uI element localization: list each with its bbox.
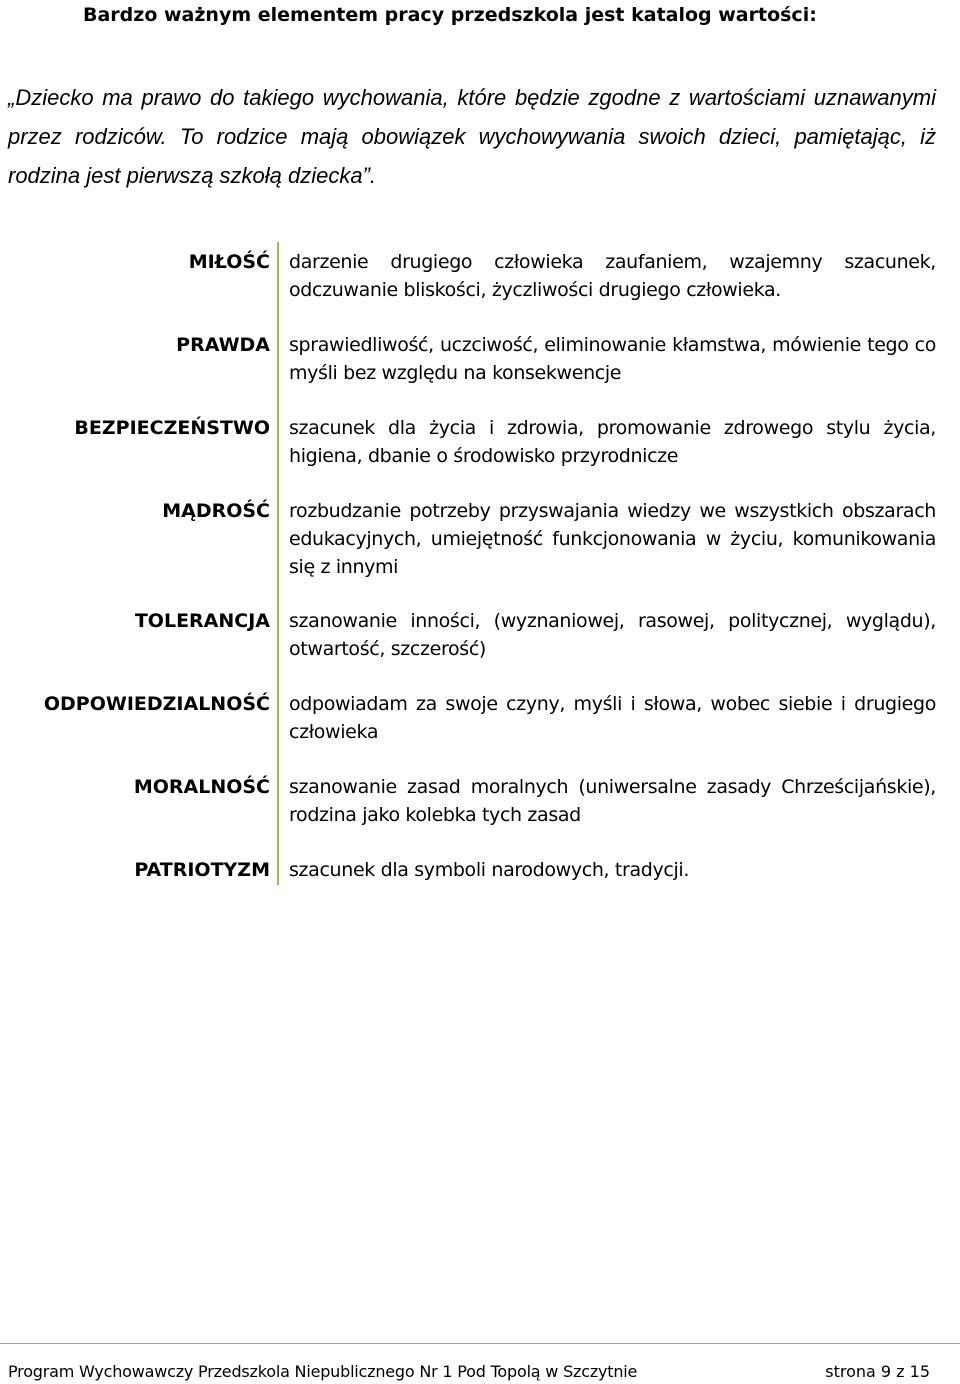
footer-rule	[0, 1343, 960, 1344]
value-row-patriotyzm	[0, 856, 960, 896]
value-description: sprawiedliwość, uczciwość, eliminowanie kłamstwa, mówienie tego co myśli bez względu na konsekwencje	[289, 334, 936, 384]
value-description: odpowiadam za swoje czyny, myśli i słowa, wobec siebie i drugiego człowieka	[289, 693, 936, 743]
value-description: szanowanie zasad moralnych (uniwersalne zasady Chrześcijańskie), rodzina jako kolebka tych zasad	[289, 776, 936, 826]
values-catalog	[0, 248, 960, 896]
value-description: darzenie drugiego człowieka zaufaniem, wzajemny szacunek, odczuwanie bliskości, życzliwości drugiego człowieka.	[289, 251, 936, 301]
value-name: BEZPIECZEŃSTWO	[74, 417, 270, 439]
footer-page-number: strona 9 z 15	[825, 1362, 930, 1381]
value-name: MĄDROŚĆ	[162, 500, 270, 522]
value-description: szanowanie inności, (wyznaniowej, rasowej, politycznej, wyglądu), otwartość, szczerość)	[289, 610, 936, 660]
value-row-milosc	[0, 248, 960, 331]
value-description: szacunek dla życia i zdrowia, promowanie zdrowego stylu życia, higiena, dbanie o środowisko przyrodnicze	[289, 417, 936, 467]
value-row-prawda	[0, 331, 960, 414]
value-name: PATRIOTYZM	[134, 859, 270, 881]
value-row-bezpieczenstwo	[0, 414, 960, 497]
value-name: MIŁOŚĆ	[188, 251, 270, 273]
value-row-tolerancja	[0, 607, 960, 690]
value-row-moralnosc	[0, 773, 960, 856]
value-description: szacunek dla symboli narodowych, tradycji.	[289, 859, 690, 881]
value-description: rozbudzanie potrzeby przyswajania wiedzy we wszystkich obszarach edukacyjnych, umiejętność funkcjonowania w życiu, komunikowania się z innymi	[289, 500, 936, 578]
page-heading: Bardzo ważnym elementem pracy przedszkola jest katalog wartości:	[83, 4, 817, 26]
value-row-odpowiedzialnosc	[0, 690, 960, 773]
value-row-madrosc	[0, 497, 960, 607]
value-name: TOLERANCJA	[134, 610, 270, 632]
value-name: PRAWDA	[176, 334, 270, 356]
footer-program-name: Program Wychowawczy Przedszkola Niepublicznego Nr 1 Pod Topolą w Szczytnie	[8, 1362, 638, 1381]
value-name: MORALNOŚĆ	[133, 776, 270, 798]
quote-paragraph: „Dziecko ma prawo do takiego wychowania, które będzie zgodne z wartościami uznawanymi przez rodziców. To rodzice mają obowiązek wychowywania swoich dzieci, pamiętając, iż rodzina jest pierwszą szkołą dziecka”.	[8, 85, 936, 188]
value-name: ODPOWIEDZIALNOŚĆ	[43, 693, 270, 715]
